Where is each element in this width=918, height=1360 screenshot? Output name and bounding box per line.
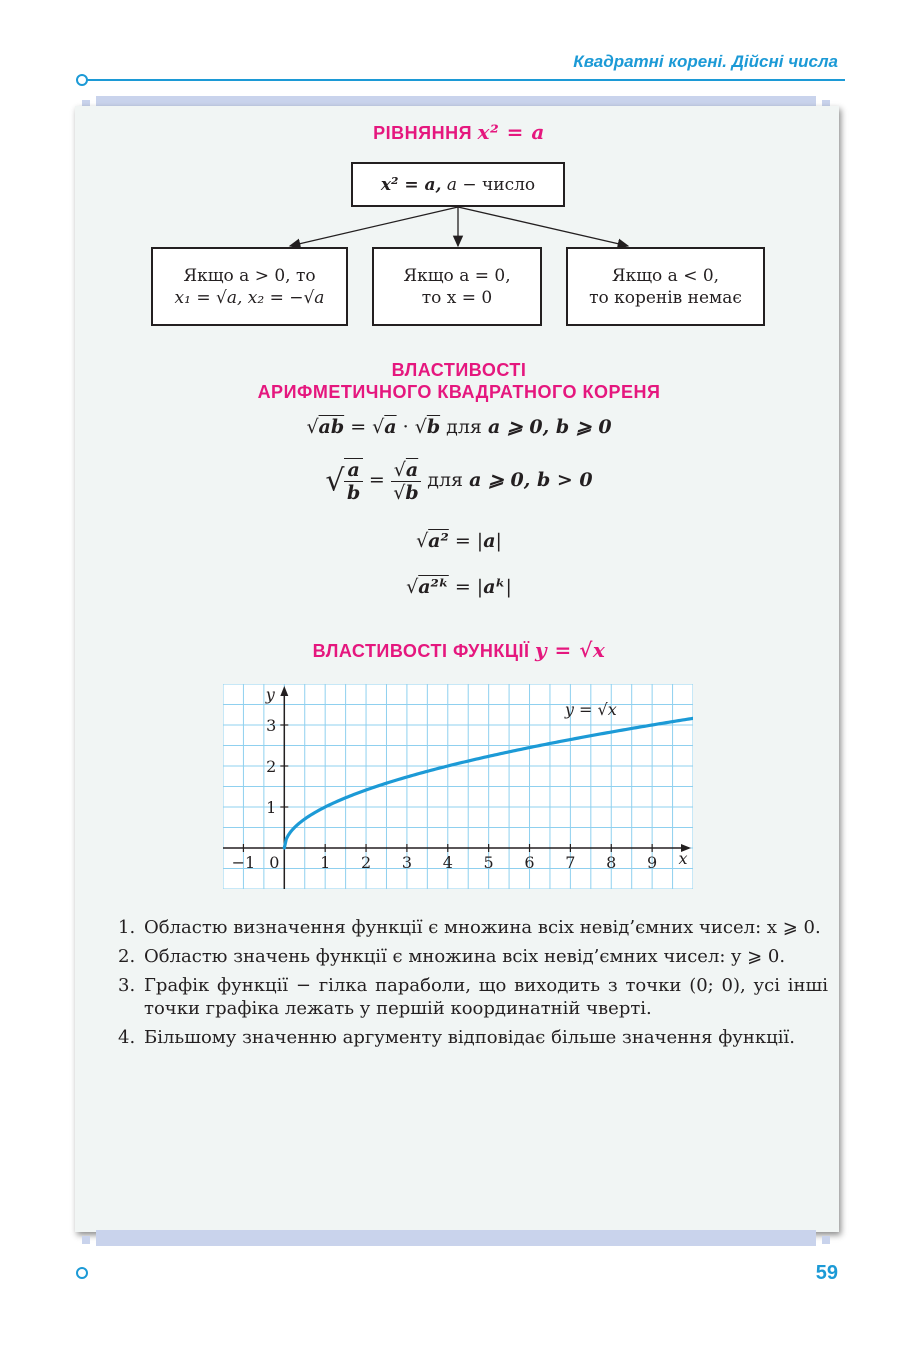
x-axis-label: x xyxy=(678,849,688,868)
x-tick-label: 9 xyxy=(647,853,658,872)
footer-rule xyxy=(75,1266,775,1280)
x-tick-label: −1 xyxy=(231,853,256,872)
list-item: 2. Областю значень функції є множина всіх невід’ємних чисел: y ⩾ 0. xyxy=(118,946,786,967)
running-header: Квадратні корені. Дійсні числа xyxy=(573,52,838,71)
list-item: 1. Областю визначення функції є множина всіх невід’ємних чисел: x ⩾ 0. xyxy=(118,917,821,938)
case-positive-line2: x₁ = √a, x₂ = −√a xyxy=(174,287,325,308)
x-tick-label: 0 xyxy=(269,853,280,872)
case-zero-box xyxy=(372,247,542,326)
formula-quotient-root: √ $\frac{a}{b}$ = $\frac{√a}{√b}$ для a ⩾ 0, b > 0 xyxy=(325,458,593,504)
list-item: 4. Більшому значенню аргументу відповідає більше значення функції. xyxy=(118,1027,795,1048)
case-negative-box xyxy=(566,247,765,326)
properties-heading-line1: ВЛАСТИВОСТІ xyxy=(391,360,527,380)
case-positive-box xyxy=(151,247,348,326)
y-tick-label: 2 xyxy=(266,757,277,776)
y-tick-label: 1 xyxy=(266,798,277,817)
equation-heading-math: x² = a xyxy=(477,120,545,144)
formula-square-root-of-square: √a² = |a| xyxy=(416,530,502,552)
function-heading-math: y = √x xyxy=(534,638,606,662)
equation-heading: РІВНЯННЯ x² = a xyxy=(373,120,545,144)
formula-root-of-even-power: √a²ᵏ = |aᵏ| xyxy=(406,576,512,598)
panel-corner xyxy=(82,1236,90,1244)
curve-label: y = √x xyxy=(564,699,617,719)
sqrt-function-graph xyxy=(223,684,693,889)
branch-arrows xyxy=(0,0,918,260)
list-item: 3. Графік функції − гілка параболи, що виходить з точки (0; 0), усі інші точки графіка лежать у першій координатній чверті. xyxy=(118,975,828,1019)
panel-tab-bottom xyxy=(96,1230,816,1246)
x-tick-label: 3 xyxy=(401,853,413,872)
x-tick-label: 7 xyxy=(565,853,576,872)
formula-product-root: √ab = √a · √b для a ⩾ 0, b ⩾ 0 xyxy=(306,416,612,438)
y-axis-label: y xyxy=(265,685,275,704)
x-tick-label: 6 xyxy=(524,853,535,872)
x-tick-label: 1 xyxy=(320,853,331,872)
x-tick-label: 4 xyxy=(442,853,453,872)
case-zero-line2: то x = 0 xyxy=(421,287,493,308)
x-tick-label: 5 xyxy=(483,853,494,872)
function-heading: ВЛАСТИВОСТІ ФУНКЦІЇ y = √x xyxy=(312,638,606,662)
function-properties-list xyxy=(118,916,828,1055)
x-tick-label: 8 xyxy=(606,853,617,872)
case-positive-line1: Якщо a > 0, то xyxy=(183,265,316,286)
equation-box: x² = a, a − число xyxy=(351,162,565,207)
properties-heading-line2: АРИФМЕТИЧНОГО КВАДРАТНОГО КОРЕНЯ xyxy=(257,382,661,402)
case-negative-line2: то коренів немає xyxy=(589,287,742,308)
page-number: 59 xyxy=(815,1262,838,1284)
case-zero-line1: Якщо a = 0, xyxy=(403,265,511,286)
case-negative-line1: Якщо a < 0, xyxy=(611,265,720,286)
x-tick-label: 2 xyxy=(360,853,372,872)
y-tick-label: 3 xyxy=(266,716,277,735)
panel-corner xyxy=(822,1236,830,1244)
